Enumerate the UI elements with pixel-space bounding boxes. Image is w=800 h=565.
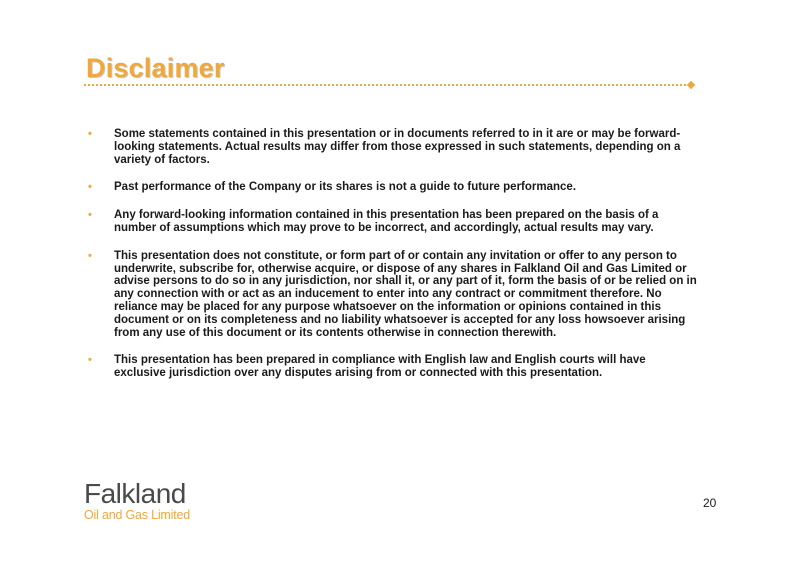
list-item-text: Any forward-looking information contained in this presentation has been prepared on the basis of a number of assumptions which may prove to be incorrect, and accordingly, actual results may vary. — [114, 209, 659, 234]
list-item — [88, 354, 700, 380]
list-item-text: Past performance of the Company or its shares is not a guide to future performance. — [114, 181, 577, 194]
list-item-text: This presentation has been prepared in compliance with English law and English courts will have exclusive jurisdiction over any disputes arising from or connected with this presentation. — [114, 354, 646, 380]
divider-diamond-icon — [687, 81, 695, 89]
bullet-icon: • — [88, 209, 92, 222]
logo-subtitle: Oil and Gas Limited — [84, 508, 190, 522]
logo-name: Falkland — [84, 478, 186, 509]
bullet-icon: • — [88, 128, 92, 140]
company-logo — [84, 480, 234, 523]
title-divider — [84, 84, 690, 86]
list-item — [88, 128, 700, 166]
list-item — [88, 209, 700, 235]
list-item-text: Some statements contained in this presentation or in documents referred to in it are or may be forward-looking statements. Actual results may differ from those expressed in such statements, depending on a variety of factors. — [114, 128, 681, 166]
list-item — [88, 181, 700, 194]
list-item — [88, 250, 700, 340]
bullet-icon: • — [88, 249, 92, 262]
disclaimer-list — [88, 128, 700, 395]
bullet-icon: • — [88, 181, 92, 194]
list-item-text: This presentation does not constitute, or form part of or contain any invitation or offer to any person to underwrite, subscribe for, otherwise acquire, or dispose of any shares in Falkland Oil and Gas Limited or advise persons to do so in any jurisdiction, nor shall it, or any part of it, form the basis of or be relied on in any connection with or act as an inducement to enter into any contract or commitment therefore. No reliance may be placed for any purpose whatsoever on the information or opinions contained in this document or on its completeness and no liability whatsoever is accepted for any loss howsoever arising from any use of this document or its contents otherwise in connection therewith. — [114, 249, 697, 339]
bullet-icon: • — [88, 354, 92, 367]
page-number: 20 — [703, 496, 717, 510]
page-title: Disclaimer — [86, 53, 225, 83]
